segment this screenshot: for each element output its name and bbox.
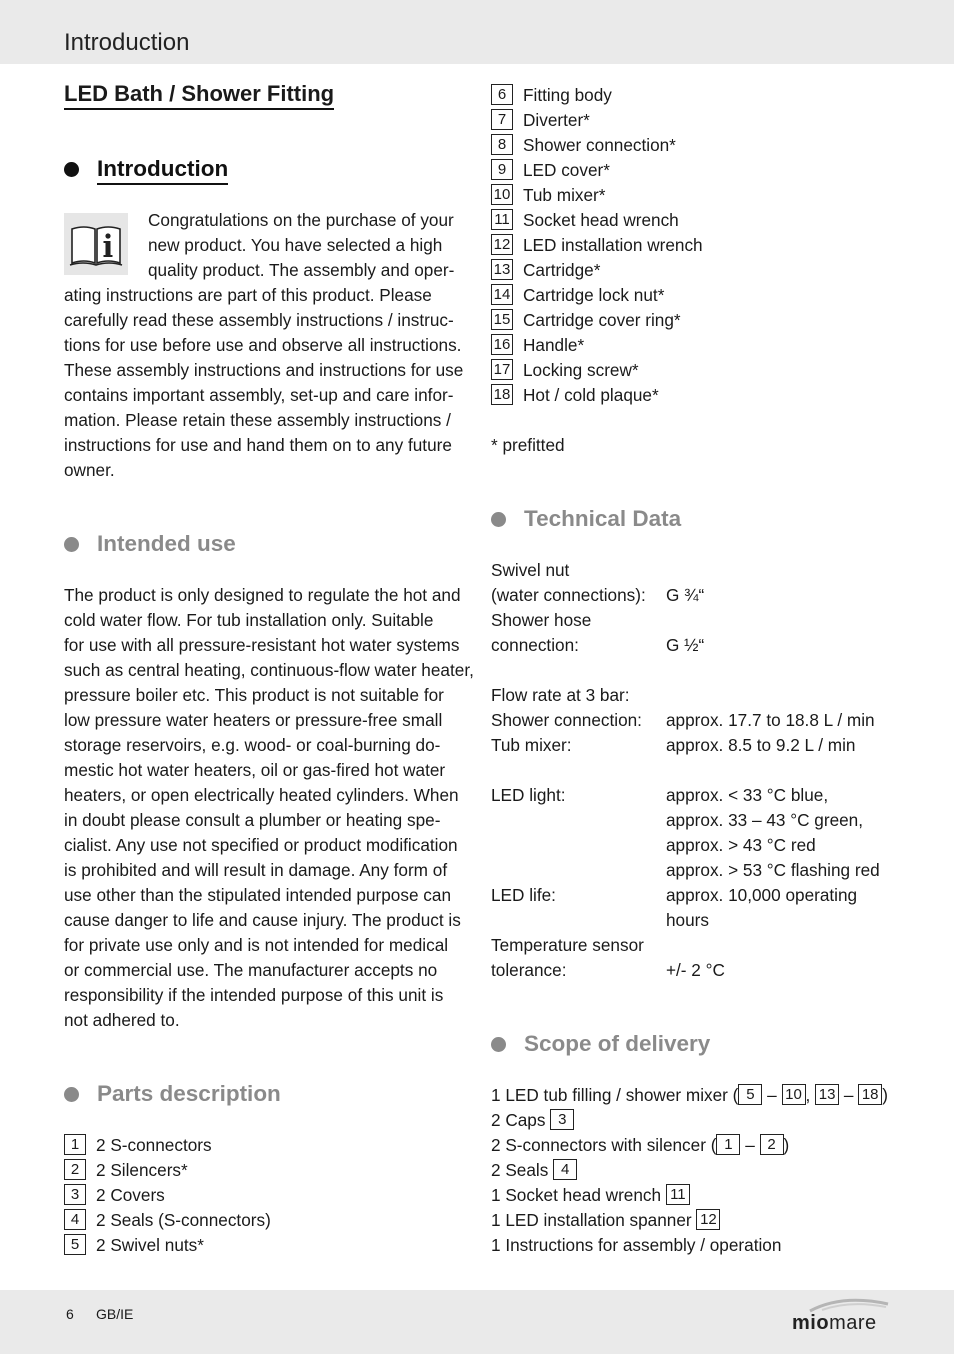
text-line: instructions for use and hand them on to any future bbox=[64, 435, 452, 455]
text-line: ating instructions are part of this product. Please bbox=[64, 285, 432, 305]
logo-text-part: mio bbox=[792, 1312, 830, 1334]
text-line: quality product. The assembly and oper- bbox=[148, 260, 455, 280]
tech-value: hours bbox=[666, 910, 709, 930]
part-number-box: 1 bbox=[716, 1134, 740, 1155]
tech-value: G ¾“ bbox=[666, 585, 705, 605]
part-number-box: 4 bbox=[64, 1209, 86, 1230]
text-line: pressure boiler etc. This product is not suitable for bbox=[64, 685, 444, 705]
technical-heading-text: Technical Data bbox=[524, 506, 682, 531]
list-item bbox=[64, 1183, 271, 1208]
part-number-box: 2 bbox=[760, 1134, 784, 1155]
list-item bbox=[491, 258, 703, 283]
bullet-icon bbox=[491, 512, 506, 527]
page-number: 6 bbox=[66, 1306, 74, 1322]
scope-text: 2 Caps bbox=[491, 1110, 551, 1130]
tech-value: approx. < 33 °C blue, bbox=[666, 785, 829, 805]
list-item bbox=[491, 1108, 888, 1133]
list-item bbox=[491, 1233, 888, 1258]
list-item bbox=[491, 133, 703, 158]
part-number-box: 18 bbox=[858, 1084, 882, 1105]
part-number-box: 1 bbox=[64, 1134, 86, 1155]
tech-label: tolerance: bbox=[491, 960, 567, 980]
part-number-box: 18 bbox=[491, 384, 513, 405]
bullet-icon bbox=[64, 1087, 79, 1102]
tech-value: approx. 17.7 to 18.8 L / min bbox=[666, 710, 875, 730]
text-line: These assembly instructions and instructions for use bbox=[64, 360, 464, 380]
text-line: cause danger to life and cause injury. The product is bbox=[64, 910, 461, 930]
text-line: in doubt please consult a plumber or heating spe- bbox=[64, 810, 441, 830]
part-number-box: 16 bbox=[491, 334, 513, 355]
list-item bbox=[64, 1233, 271, 1258]
list-item bbox=[64, 1133, 271, 1158]
part-number-box: 10 bbox=[782, 1084, 806, 1105]
tech-label: Flow rate at 3 bar: bbox=[491, 685, 630, 705]
list-item bbox=[64, 1208, 271, 1233]
intro-paragraph-top bbox=[148, 208, 454, 283]
part-label: Cartridge cover ring* bbox=[523, 310, 681, 330]
text-line: cold water flow. For tub installation only. Suitable bbox=[64, 610, 434, 630]
miomare-logo bbox=[792, 1296, 892, 1340]
list-item bbox=[64, 1158, 271, 1183]
intended-use-paragraph bbox=[64, 583, 474, 1033]
tech-label: Temperature sensor bbox=[491, 935, 644, 955]
list-item bbox=[491, 208, 703, 233]
main-title: LED Bath / Shower Fitting bbox=[64, 80, 334, 110]
part-label: 2 Silencers* bbox=[96, 1160, 188, 1180]
scope-text: 1 Socket head wrench bbox=[491, 1185, 666, 1205]
part-label: 2 Swivel nuts* bbox=[96, 1235, 204, 1255]
bullet-icon bbox=[64, 537, 79, 552]
scope-text: , bbox=[805, 1085, 816, 1105]
intro-paragraph bbox=[64, 283, 463, 483]
part-number-box: 13 bbox=[491, 259, 513, 280]
part-label: Hot / cold plaque* bbox=[523, 385, 659, 405]
parts-list-right bbox=[491, 83, 703, 408]
list-item bbox=[491, 1158, 888, 1183]
text-line: tions for use before use and observe all instructions. bbox=[64, 335, 462, 355]
text-line: is prohibited and will result in damage. Any form of bbox=[64, 860, 448, 880]
text-line: or commercial use. The manufacturer accepts no bbox=[64, 960, 438, 980]
parts-list-left bbox=[64, 1133, 271, 1258]
part-number-box: 11 bbox=[666, 1184, 690, 1205]
scope-text: 1 Instructions for assembly / operation bbox=[491, 1235, 782, 1255]
logo-text bbox=[792, 1312, 877, 1335]
text-line: mation. Please retain these assembly instructions / bbox=[64, 410, 451, 430]
text-line: heaters, or open electrically heated cylinders. When bbox=[64, 785, 459, 805]
tech-value: approx. 10,000 operating bbox=[666, 885, 858, 905]
info-book-icon bbox=[64, 213, 128, 275]
part-label: Cartridge lock nut* bbox=[523, 285, 665, 305]
part-number-box: 7 bbox=[491, 109, 513, 130]
list-item bbox=[491, 283, 703, 308]
part-number-box: 17 bbox=[491, 359, 513, 380]
scope-text: 2 S-connectors with silencer ( bbox=[491, 1135, 717, 1155]
parts-heading-text: Parts description bbox=[97, 1081, 281, 1106]
list-item bbox=[491, 1183, 888, 1208]
tech-label: LED life: bbox=[491, 885, 556, 905]
part-number-box: 3 bbox=[550, 1109, 574, 1130]
list-item bbox=[491, 108, 703, 133]
part-number-box: 10 bbox=[491, 184, 513, 205]
text-line: responsibility if the intended purpose of this unit is bbox=[64, 985, 444, 1005]
part-number-box: 3 bbox=[64, 1184, 86, 1205]
text-line: contains important assembly, set-up and care infor- bbox=[64, 385, 454, 405]
tech-value: approx. 33 – 43 °C green, bbox=[666, 810, 864, 830]
bullet-icon bbox=[491, 1037, 506, 1052]
prefitted-footnote bbox=[491, 433, 565, 458]
tech-label: Shower hose bbox=[491, 610, 592, 630]
part-number-box: 14 bbox=[491, 284, 513, 305]
part-label: Shower connection* bbox=[523, 135, 676, 155]
scope-text: ) bbox=[783, 1135, 790, 1155]
list-item bbox=[491, 333, 703, 358]
bullet-icon bbox=[64, 162, 79, 177]
text-line: for use with all pressure-resistant hot water systems bbox=[64, 635, 460, 655]
text-line: cialist. Any use not specified or product modification bbox=[64, 835, 458, 855]
intro-heading-text: Introduction bbox=[97, 155, 228, 185]
part-label: LED cover* bbox=[523, 160, 610, 180]
scope-text: – bbox=[762, 1085, 782, 1105]
tech-value: approx. > 43 °C red bbox=[666, 835, 816, 855]
part-number-box: 9 bbox=[491, 159, 513, 180]
text-line: The product is only designed to regulate the hot and bbox=[64, 585, 461, 605]
list-item bbox=[491, 308, 703, 333]
list-item bbox=[491, 1208, 888, 1233]
scope-text: – bbox=[740, 1135, 760, 1155]
tech-value: approx. 8.5 to 9.2 L / min bbox=[666, 735, 856, 755]
scope-text: – bbox=[839, 1085, 859, 1105]
part-label: LED installation wrench bbox=[523, 235, 703, 255]
tech-value: approx. > 53 °C flashing red bbox=[666, 860, 880, 880]
tech-value: +/- 2 °C bbox=[666, 960, 725, 980]
tech-label: Tub mixer: bbox=[491, 735, 572, 755]
part-number-box: 13 bbox=[815, 1084, 839, 1105]
scope-text: 1 LED tub filling / shower mixer ( bbox=[491, 1085, 739, 1105]
page-header-title: Introduction bbox=[64, 29, 190, 56]
part-label: 2 S-connectors bbox=[96, 1135, 212, 1155]
part-number-box: 11 bbox=[491, 209, 513, 230]
part-number-box: 15 bbox=[491, 309, 513, 330]
text-line: owner. bbox=[64, 460, 115, 480]
tech-label: Swivel nut bbox=[491, 560, 570, 580]
tech-label: connection: bbox=[491, 635, 579, 655]
text-line: new product. You have selected a high bbox=[148, 235, 443, 255]
text-line: mestic hot water heaters, oil or gas-fired hot water bbox=[64, 760, 446, 780]
scope-heading-text: Scope of delivery bbox=[524, 1031, 711, 1056]
part-label: Locking screw* bbox=[523, 360, 639, 380]
part-label: Fitting body bbox=[523, 85, 612, 105]
text-line: low pressure water heaters or pressure-free small bbox=[64, 710, 443, 730]
part-number-box: 12 bbox=[491, 234, 513, 255]
text-line: such as central heating, continuous-flow water heater, bbox=[64, 660, 474, 680]
part-number-box: 8 bbox=[491, 134, 513, 155]
list-item bbox=[491, 183, 703, 208]
tech-label: LED light: bbox=[491, 785, 566, 805]
text-line: for private use only and is not intended for medical bbox=[64, 935, 449, 955]
part-label: 2 Seals (S-connectors) bbox=[96, 1210, 271, 1230]
part-number-box: 12 bbox=[696, 1209, 720, 1230]
language-code: GB/IE bbox=[96, 1306, 134, 1322]
part-number-box: 2 bbox=[64, 1159, 86, 1180]
part-label: Socket head wrench bbox=[523, 210, 679, 230]
part-label: Tub mixer* bbox=[523, 185, 606, 205]
scope-text: 2 Seals bbox=[491, 1160, 554, 1180]
tech-label: Shower connection: bbox=[491, 710, 642, 730]
text-line: storage reservoirs, e.g. wood- or coal-burning do- bbox=[64, 735, 441, 755]
part-label: Diverter* bbox=[523, 110, 590, 130]
list-item bbox=[491, 1133, 888, 1158]
scope-list bbox=[491, 1083, 888, 1258]
part-label: Handle* bbox=[523, 335, 585, 355]
part-number-box: 5 bbox=[738, 1084, 762, 1105]
list-item bbox=[491, 233, 703, 258]
part-number-box: 5 bbox=[64, 1234, 86, 1255]
intended-use-heading-text: Intended use bbox=[97, 531, 236, 556]
part-number-box: 6 bbox=[491, 84, 513, 105]
list-item bbox=[491, 1083, 888, 1108]
part-number-box: 4 bbox=[553, 1159, 577, 1180]
footnote-text: * prefitted bbox=[491, 435, 565, 455]
list-item bbox=[491, 383, 703, 408]
text-line: use other than the stipulated intended purpose can bbox=[64, 885, 452, 905]
part-label: Cartridge* bbox=[523, 260, 601, 280]
tech-label: (water connections): bbox=[491, 585, 646, 605]
part-label: 2 Covers bbox=[96, 1185, 165, 1205]
logo-text-part: mare bbox=[829, 1312, 877, 1334]
tech-value: G ½“ bbox=[666, 635, 705, 655]
text-line: not adhered to. bbox=[64, 1010, 180, 1030]
text-line: Congratulations on the purchase of your bbox=[148, 210, 454, 230]
list-item bbox=[491, 158, 703, 183]
text-line: carefully read these assembly instructions / instruc- bbox=[64, 310, 454, 330]
list-item bbox=[491, 83, 703, 108]
scope-text: ) bbox=[882, 1085, 888, 1105]
list-item bbox=[491, 358, 703, 383]
scope-text: 1 LED installation spanner bbox=[491, 1210, 697, 1230]
